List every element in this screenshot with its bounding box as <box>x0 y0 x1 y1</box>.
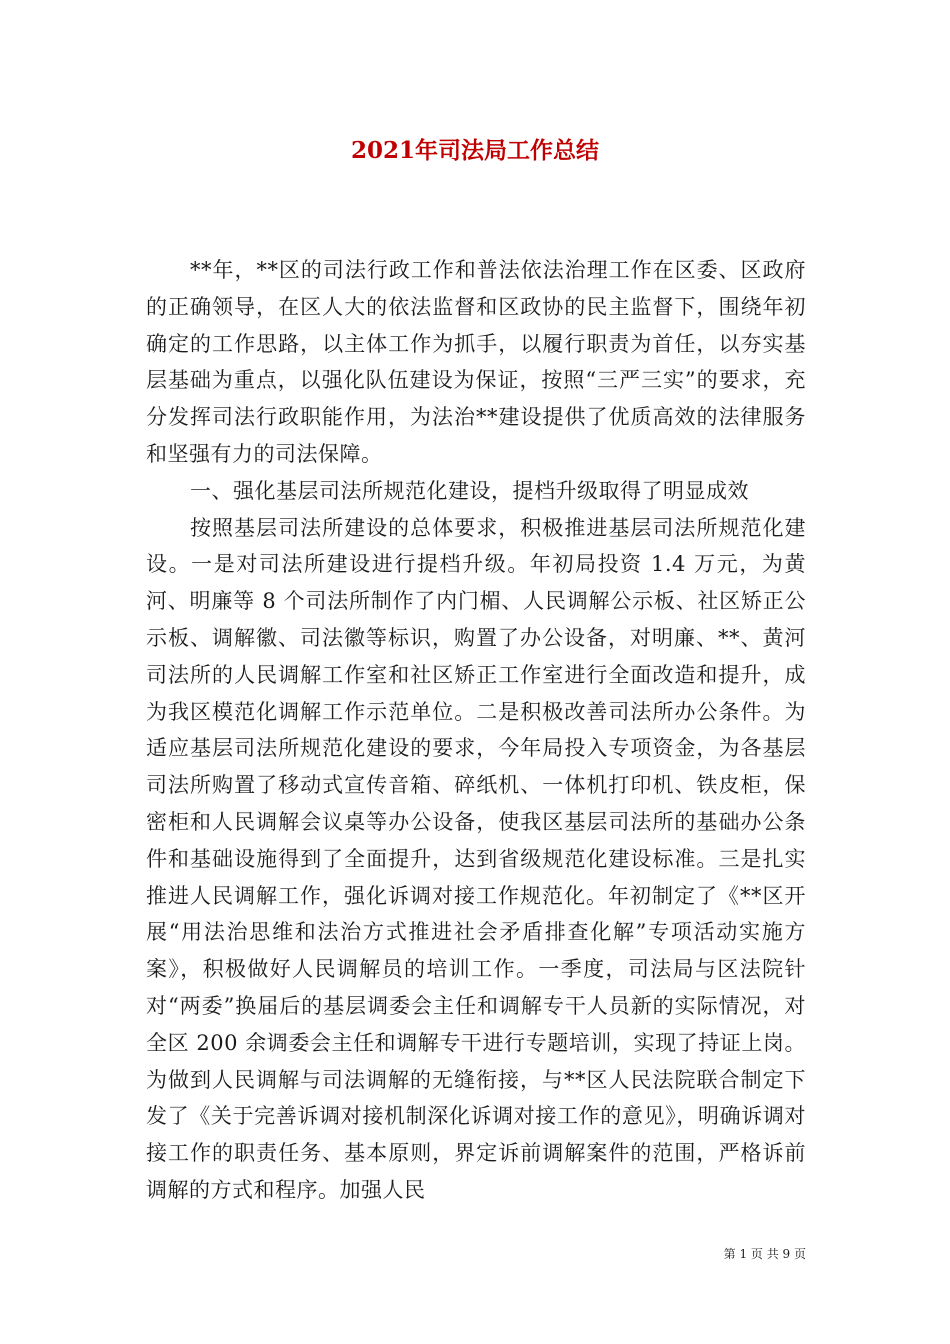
section-heading: 一、强化基层司法所规范化建设，提档升级取得了明显成效 <box>190 478 749 503</box>
document-body <box>146 252 806 1209</box>
page-number: 第 1 页 共 9 页 <box>723 1247 806 1261</box>
intro-paragraph: **年，**区的司法行政工作和普法依法治理工作在区委、区政府的正确领导，在区人大的依法监督和区政协的民主监督下，围绕年初确定的工作思路，以主体工作为抓手，以履行职责为首任，以夯实基层基础为重点，以强化队伍建设为保证，按照“三严三实”的要求，充分发挥司法行政职能作用，为法治**建设提供了优质高效的法律服务和坚强有力的司法保障。 <box>146 258 806 466</box>
page-title: 2021年司法局工作总结 <box>350 137 599 164</box>
body-paragraph: 按照基层司法所建设的总体要求，积极推进基层司法所规范化建设。一是对司法所建设进行提档升级。年初局投资 1.4 万元，为黄河、明廉等 8 个司法所制作了内门楣、人民调解公示板、社区矫正公示板、调解徽、司法徽等标识，购置了办公设备，对明廉、**、黄河司法所的人民调解工作室和社区矫正工作室进行全面改造和提升，成为我区模范化调解工作示范单位。二是积极改善司法所办公条件。为适应基层司法所规范化建设的要求，今年局投入专项资金，为各基层司法所购置了移动式宣传音箱、碎纸机、一体机打印机、铁皮柜，保密柜和人民调解会议桌等办公设备，使我区基层司法所的基础办公条件和基础设施得到了全面提升，达到省级规范化建设标准。三是扎实推进人民调解工作，强化诉调对接工作规范化。年初制定了《**区开展“用法治思维和法治方式推进社会矛盾排查化解”专项活动实施方案》，积极做好人民调解员的培训工作。一季度，司法局与区法院针对“两委”换届后的基层调委会主任和调解专干人员新的实际情况，对全区 200 余调委会主任和调解专干进行专题培训，实现了持证上岗。为做到人民调解与司法调解的无缝衔接，与**区人民法院联合制定下发了《关于完善诉调对接机制深化诉调对接工作的意见》，明确诉调对接工作的职责任务、基本原则，界定诉前调解案件的范围，严格诉前调解的方式和程序。加强人民 <box>146 515 806 1202</box>
